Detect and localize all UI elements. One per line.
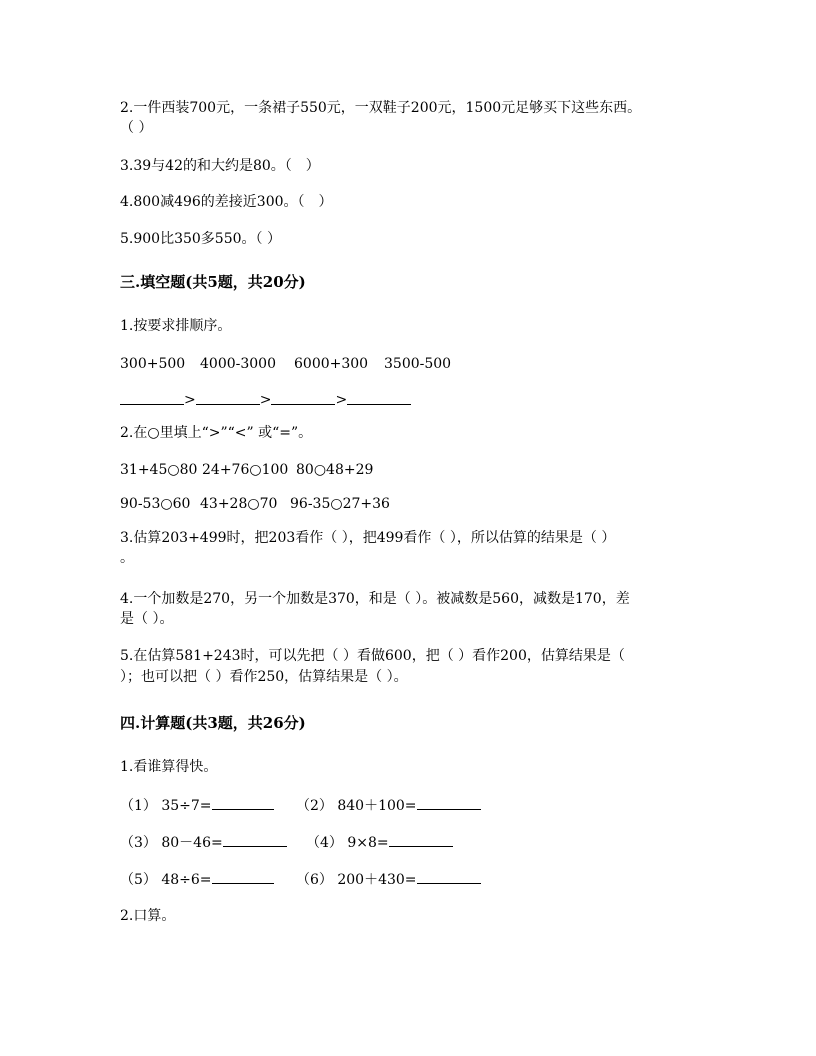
- calc-item: （3） 80－46=: [120, 835, 223, 851]
- answer-blank[interactable]: [212, 795, 274, 810]
- calc-item: （1） 35÷7=: [120, 798, 212, 814]
- fill-q1-order-blanks: [120, 390, 411, 410]
- fill-q1-text: 1.按要求排顺序。: [120, 318, 232, 334]
- answer-blank[interactable]: [223, 832, 287, 847]
- answer-blank[interactable]: [417, 869, 481, 884]
- greater-than-sign: >: [184, 392, 196, 408]
- fill-q2-row2: [120, 494, 390, 514]
- expression: 6000+300: [294, 356, 369, 372]
- compare-item: 80○48+29: [296, 462, 374, 478]
- fill-q2-row1: [120, 460, 373, 480]
- answer-blank[interactable]: [389, 832, 453, 847]
- section3-heading: 三.填空题(共5题，共20分): [120, 273, 306, 291]
- fill-q5-line1: 5.在估算581+243时，可以先把（ ）看做600，把（ ）看作200，估算结果是（: [120, 648, 625, 664]
- answer-blank[interactable]: [212, 869, 274, 884]
- calc-item: （5） 48÷6=: [120, 872, 212, 888]
- answer-blank[interactable]: [196, 390, 260, 405]
- fill-q4-line2: 是（ ）。: [120, 611, 174, 627]
- judge-q3: 3.39与42的和大约是80。（ ）: [120, 158, 320, 174]
- calc-row: [120, 795, 481, 816]
- answer-blank[interactable]: [120, 390, 184, 405]
- fill-q2-text: 2.在○里填上“>”“<” 或“=”。: [120, 425, 313, 441]
- fill-q1-expressions: [120, 354, 451, 374]
- calc-row: [120, 869, 481, 890]
- fill-q3-line2: 。: [120, 550, 134, 566]
- calc-item: （4） 9×8=: [306, 835, 389, 851]
- judge-q4: 4.800减496的差接近300。（ ）: [120, 194, 333, 210]
- judge-q5: 5.900比350多550。（ ）: [120, 231, 281, 247]
- fill-q5-line2: ）；也可以把（ ）看作250，估算结果是（ ）。: [120, 669, 408, 685]
- compare-item: 90-53○60: [120, 496, 191, 512]
- compare-item: 43+28○70: [200, 496, 278, 512]
- calc-item: （2） 840＋100=: [296, 798, 417, 814]
- judge-q2-line2: （ ）: [120, 120, 153, 136]
- answer-blank[interactable]: [271, 390, 335, 405]
- calc-item: （6） 200＋430=: [296, 872, 417, 888]
- answer-blank[interactable]: [347, 390, 411, 405]
- fill-q4-line1: 4.一个加数是270，另一个加数是370，和是（ ）。被减数是560，减数是170，差: [120, 591, 630, 607]
- calc-q1-text: 1.看谁算得快。: [120, 759, 218, 775]
- judge-q2-line1: 2.一件西装700元，一条裙子550元，一双鞋子200元，1500元足够买下这些东西。: [120, 100, 642, 116]
- expression: 4000-3000: [200, 356, 276, 372]
- compare-item: 24+76○100: [202, 462, 289, 478]
- answer-blank[interactable]: [417, 795, 481, 810]
- calc-row: [120, 832, 453, 853]
- compare-item: 31+45○80: [120, 462, 198, 478]
- greater-than-sign: >: [335, 392, 348, 408]
- compare-item: 96-35○27+36: [290, 496, 390, 512]
- calc-q2-text: 2.口算。: [120, 908, 176, 924]
- fill-q3-line1: 3.估算203+499时，把203看作（ ），把499看作（ ），所以估算的结果是（ ）: [120, 530, 616, 546]
- greater-than-sign: >: [259, 392, 272, 408]
- expression: 300+500: [120, 356, 186, 372]
- section4-heading: 四.计算题(共3题，共26分): [120, 714, 306, 732]
- expression: 3500-500: [384, 356, 452, 372]
